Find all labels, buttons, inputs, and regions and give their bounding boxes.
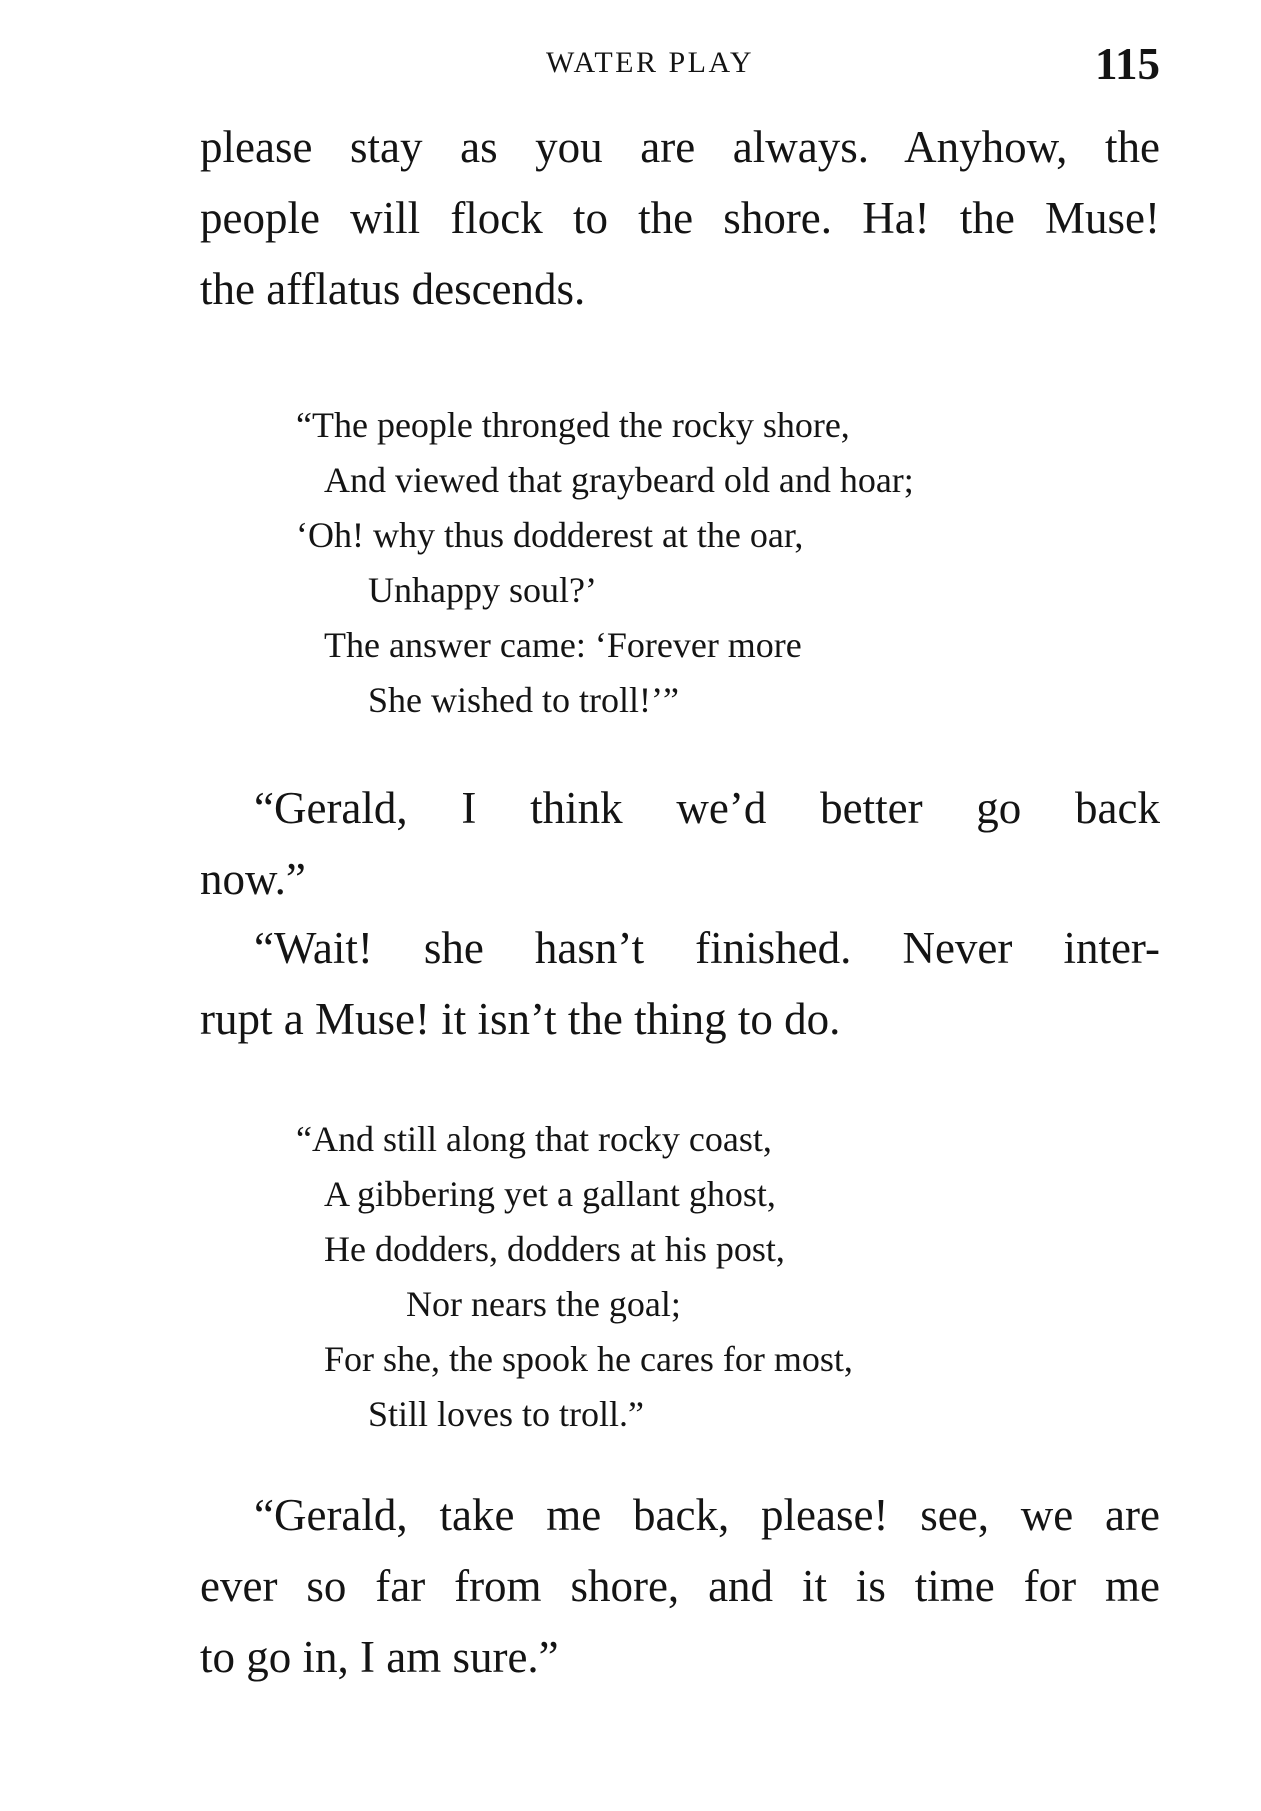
verse-2: [296, 1112, 853, 1442]
text-line: “Gerald, I think we’d better go back: [254, 783, 1160, 833]
paragraph-3: [200, 913, 1160, 1055]
verse-line: A gibbering yet a gallant ghost,: [324, 1174, 776, 1214]
verse-line: ‘Oh! why thus dodderest at the oar,: [296, 515, 804, 555]
text-line: please stay as you are always. Anyhow, the: [200, 122, 1160, 172]
paragraph-1: [200, 112, 1160, 325]
text-line: “Gerald, take me back, please! see, we are: [254, 1490, 1160, 1540]
paragraph-2: [200, 773, 1160, 915]
verse-line: And viewed that graybeard old and hoar;: [324, 460, 914, 500]
text-line: now.”: [200, 854, 306, 904]
verse-line: He dodders, dodders at his post,: [324, 1229, 785, 1269]
running-title: WATER PLAY: [546, 46, 755, 79]
verse-line: Nor nears the goal;: [406, 1284, 681, 1324]
running-head: [200, 38, 1160, 98]
verse-line: “The people thronged the rocky shore,: [296, 405, 850, 445]
text-line: “Wait! she hasn’t finished. Never inter-: [254, 923, 1160, 973]
text-line: to go in, I am sure.”: [200, 1632, 559, 1682]
verse-line: “And still along that rocky coast,: [296, 1119, 772, 1159]
text-line: ever so far from shore, and it is time for me: [200, 1561, 1160, 1611]
text-line: people will flock to the shore. Ha! the Muse!: [200, 193, 1160, 243]
verse-line: Unhappy soul?’: [368, 570, 597, 610]
paragraph-4: [200, 1480, 1160, 1693]
text-line: the afflatus descends.: [200, 264, 586, 314]
verse-line: The answer came: ‘Forever more: [324, 625, 802, 665]
verse-line: Still loves to troll.”: [368, 1394, 644, 1434]
page-number: 115: [1094, 39, 1160, 89]
verse-line: For she, the spook he cares for most,: [324, 1339, 853, 1379]
verse-1: [296, 398, 914, 728]
verse-line: She wished to troll!’”: [368, 680, 679, 720]
text-line: rupt a Muse! it isn’t the thing to do.: [200, 994, 841, 1044]
